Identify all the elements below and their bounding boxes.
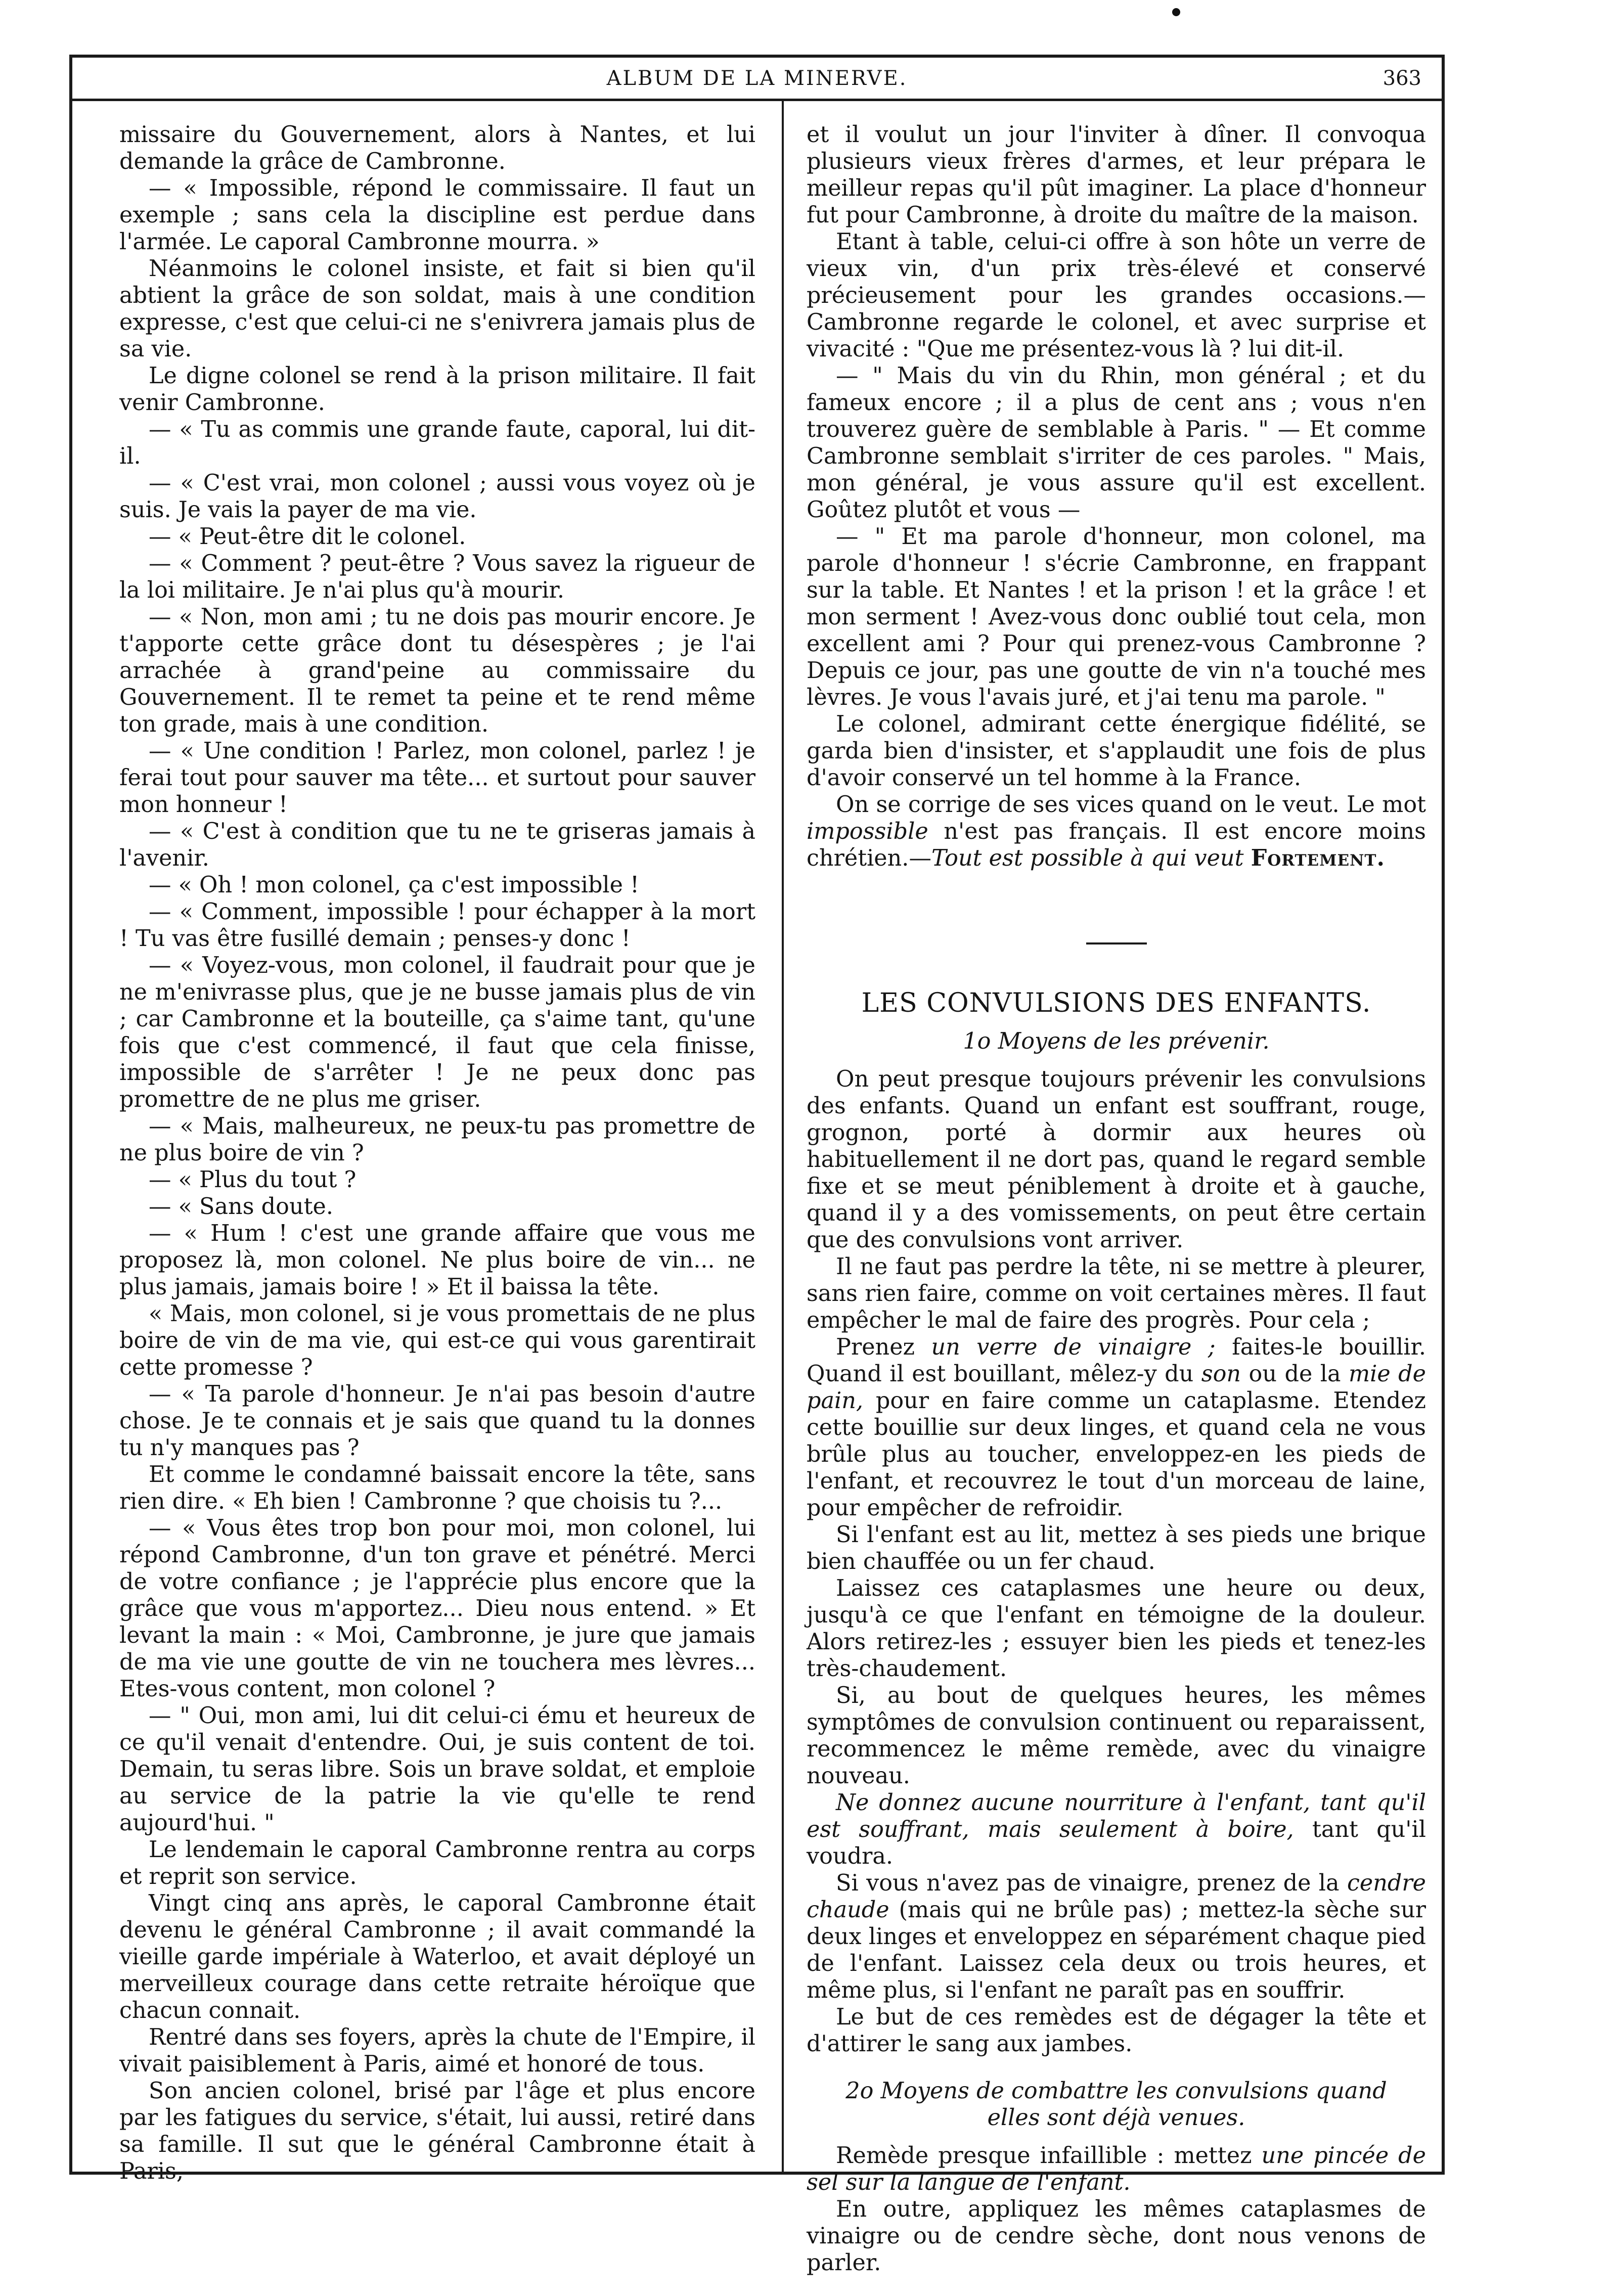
- section-title: LES CONVULSIONS DES ENFANTS.: [861, 988, 1371, 1018]
- moral-paragraph: [807, 791, 1426, 872]
- paragraph: — « C'est à condition que tu ne te griseras jamais à l'avenir.: [119, 819, 755, 871]
- text-run: Prenez: [836, 1334, 931, 1360]
- paragraph: missaire du Gouvernement, alors à Nantes, et lui demande la grâce de Cambronne.: [119, 122, 755, 174]
- paragraph: [807, 1789, 1426, 1870]
- paragraph: — « Plus du tout ?: [149, 1167, 356, 1193]
- italic-run: une pincée de sel sur la langue de l'enfant.: [807, 2143, 1426, 2195]
- moral-italic: impossible: [807, 819, 928, 844]
- paragraph: — « C'est vrai, mon colonel ; aussi vous voyez où je suis. Je vais la payer de ma vie.: [119, 470, 755, 523]
- section-separator: [1086, 942, 1147, 944]
- paragraph: — « Non, mon ami ; tu ne dois pas mourir encore. Je t'apporte cette grâce dont tu désespères ; je l'ai arrachée à grand'peine au commissaire du Gouvernement. Il te remet ta peine et te rend même ton grade, mais à une condition.: [119, 604, 755, 737]
- paragraph: — « Une condition ! Parlez, mon colonel, parlez ! je ferai tout pour sauver ma tête... et surtout pour sauver mon honneur !: [119, 738, 755, 818]
- journal-title: ALBUM DE LA MINERVE.: [606, 67, 908, 90]
- paragraph: — « Impossible, répond le commissaire. Il faut un exemple ; sans cela la discipline est perdue dans l'armée. Le caporal Cambronne mourra. »: [119, 175, 755, 255]
- running-header: [72, 58, 1442, 101]
- paragraph: — « Oh ! mon colonel, ça c'est impossible !: [149, 872, 640, 898]
- paragraph: [807, 1870, 1426, 2004]
- paragraph: — " Oui, mon ami, lui dit celui-ci ému et heureux de ce qu'il venait d'entendre. Oui, je suis content de toi. Demain, tu seras libre. Sois un brave soldat, et emploie au service de la patrie la vie qu'elle te rend aujourd'hui. ": [119, 1703, 755, 1836]
- paragraph: — « Tu as commis une grande faute, caporal, lui dit-il.: [119, 417, 755, 469]
- paragraph: « Mais, mon colonel, si je vous promettais de ne plus boire de vin de ma vie, qui est-ce qui vous garentirait cette promesse ?: [119, 1301, 755, 1380]
- paragraph: [807, 2142, 1426, 2196]
- paragraph: En outre, appliquez les mêmes cataplasmes de vinaigre ou de cendre sèche, dont nous venons de parler.: [807, 2196, 1426, 2276]
- paragraph: — " Et ma parole d'honneur, mon colonel, ma parole d'honneur ! s'écrie Cambronne, en frappant sur la table. Et Nantes ! et la prison ! et la grâce ! et mon serment ! Avez-vous donc oublié tout cela, mon excellent ami ? Pour qui prenez-vous Cambronne ? Depuis ce jour, pas une goutte de vin n'a touché mes lèvres. Je vous l'avais juré, et j'ai tenu ma parole. ": [807, 524, 1426, 710]
- paragraph: — « Voyez-vous, mon colonel, il faudrait pour que je ne m'enivrasse plus, que je ne busse jamais plus de vin ; car Cambronne et la bouteille, ça s'aime tant, qu'une fois que c'est commencé, il faut que cela finisse, impossible de s'arrêter ! Je ne peux donc pas promettre de ne plus me griser.: [119, 953, 755, 1112]
- left-column: [119, 121, 755, 2185]
- paragraph: — " Mais du vin du Rhin, mon général ; et du fameux encore ; il a plus de cent ans ; vous n'en trouverez guère de semblable à Paris. " — Et comme Cambronne semblait s'irriter de ces paroles. " Mais, mon général, je vous assure qu'il est excellent. Goûtez plutôt et vous —: [807, 363, 1426, 523]
- paragraph: Néanmoins le colonel insiste, et fait si bien qu'il abtient la grâce de son soldat, mais à une condition expresse, c'est que celui-ci ne s'enivrera jamais plus de sa vie.: [119, 256, 755, 362]
- subsection-title: 2o Moyens de combattre les convulsions quand elles sont déjà venues.: [845, 2078, 1387, 2131]
- text-run: Si vous n'avez pas de vinaigre, prenez de la: [836, 1870, 1347, 1896]
- paragraph: Il ne faut pas perdre la tête, ni se mettre à pleurer, sans rien faire, comme on voit certaines mères. Il faut empêcher le mal de faire des progrès. Pour cela ;: [807, 1254, 1426, 1333]
- paragraph: Le colonel, admirant cette énergique fidélité, se garda bien d'insister, et s'applaudit une fois de plus d'avoir conservé un tel homme à la France.: [807, 711, 1426, 791]
- paragraph: On peut presque toujours prévenir les convulsions des enfants. Quand un enfant est souffrant, rouge, grognon, porté à dormir aux heures où habituellement il ne dort pas, quand le regard semble fixe et se meut péniblement à droite et à gauche, quand il y a des vomissements, on peut être certain que des convulsions vont arriver.: [807, 1066, 1426, 1253]
- text-run: (mais qui ne brûle pas) ; mettez-la sèche sur deux linges et enveloppez en séparément chaque pied de l'enfant. Laissez cela deux ou trois heures, et même plus, si l'enfant ne paraît pas en souffrir.: [807, 1897, 1426, 2003]
- paragraph: Et comme le condamné baissait encore la tête, sans rien dire. « Eh bien ! Cambronne ? que choisis tu ?...: [119, 1462, 755, 1514]
- paragraph: Le digne colonel se rend à la prison militaire. Il fait venir Cambronne.: [119, 363, 755, 416]
- text-run: faites-le bouillir. Quand il est bouillant, mêlez-y du: [807, 1334, 1426, 1387]
- paragraph: — « Mais, malheureux, ne peux-tu pas promettre de ne plus boire de vin ?: [119, 1113, 755, 1166]
- text-run: tant qu'il voudra.: [807, 1817, 1426, 1869]
- paragraph: — « Comment ? peut-être ? Vous savez la rigueur de la loi militaire. Je n'ai plus qu'à mourir.: [119, 551, 755, 603]
- paragraph: Si, au bout de quelques heures, les mêmes symptômes de convulsion continuent ou reparaissent, recommencez le même remède, avec du vinaigre nouveau.: [807, 1683, 1426, 1789]
- italic-run: cendre chaude: [807, 1870, 1426, 1923]
- paragraph: Vingt cinq ans après, le caporal Cambronne était devenu le général Cambronne ; il avait commandé la vieille garde impériale à Waterloo, et avait déployé un merveilleux courage dans cette retraite héroïque que chacun connait.: [119, 1890, 755, 2023]
- paragraph: Etant à table, celui-ci offre à son hôte un verre de vieux vin, d'un prix très-élevé et conservé précieusement pour les grandes occasions.—Cambronne regarde le colonel, et avec surprise et vivacité : "Que me présentez-vous là ? lui dit-il.: [807, 229, 1426, 362]
- paragraph: Le but de ces remèdes est de dégager la tête et d'attirer le sang aux jambes.: [807, 2004, 1426, 2057]
- text-run: ou de la: [1241, 1361, 1349, 1387]
- moral-text: n'est pas français. Il est encore moins chrétien.—: [807, 819, 1426, 871]
- right-column: [807, 121, 1426, 2276]
- paragraph: — « Peut-être dit le colonel.: [149, 524, 466, 550]
- moral-signature: Fortement.: [1251, 845, 1385, 871]
- paragraph: Si l'enfant est au lit, mettez à ses pieds une brique bien chauffée ou un fer chaud.: [807, 1522, 1426, 1574]
- paragraph: Le lendemain le caporal Cambronne rentra au corps et reprit son service.: [119, 1837, 755, 1889]
- italic-run: son: [1201, 1361, 1241, 1387]
- column-rule: [782, 101, 784, 2175]
- paragraph: Laissez ces cataplasmes une heure ou deux, jusqu'à ce que l'enfant en témoigne de la douleur. Alors retirez-les ; essuyer bien les pieds et tenez-les très-chaudement.: [807, 1575, 1426, 1682]
- subsection-title: 1o Moyens de les prévenir.: [963, 1028, 1270, 1054]
- italic-run: un verre de vinaigre ;: [931, 1334, 1216, 1360]
- paragraph: — « Vous êtes trop bon pour moi, mon colonel, lui répond Cambronne, d'un ton grave et pénétré. Merci de votre confiance ; je l'apprécie plus encore que la grâce que vous m'apportez... Dieu nous entend. » Et levant la main : « Moi, Cambronne, je jure que jamais de ma vie une goutte de vin ne touchera mes lèvres... Etes-vous content, mon colonel ?: [119, 1515, 755, 1702]
- italic-run: Ne donnez aucune nourriture à l'enfant, tant qu'il est souffrant, mais seulement à boire,: [807, 1790, 1426, 1842]
- paragraph: [807, 1334, 1426, 1521]
- moral-italic: Tout est possible à qui veut: [931, 845, 1244, 871]
- text-run: pour en faire comme un cataplasme. Etendez cette bouillie sur deux linges, et quand cela ne vous brûle plus au toucher, enveloppez-en les pieds de l'enfant, et recouvrez le tout d'un morceau de laine, pour empêcher de refroidir.: [807, 1388, 1426, 1521]
- paragraph: et il voulut un jour l'inviter à dîner. Il convoqua plusieurs vieux frères d'armes, et leur prépara le meilleur repas qu'il pût imaginer. La place d'honneur fut pour Cambronne, à droite du maître de la maison.: [807, 122, 1426, 228]
- paragraph: — « Comment, impossible ! pour échapper à la mort ! Tu vas être fusillé demain ; penses-y donc !: [119, 899, 755, 952]
- ink-dot: [1172, 8, 1180, 16]
- page-number: 363: [1382, 67, 1421, 90]
- text-run: Remède presque infaillible : mettez: [836, 2143, 1262, 2169]
- moral-text: On se corrige de ses vices quand on le veut. Le mot: [836, 792, 1426, 818]
- paragraph: — « Hum ! c'est une grande affaire que vous me proposez là, mon colonel. Ne plus boire de vin... ne plus jamais, jamais boire ! » Et il baissa la tête.: [119, 1221, 755, 1300]
- paragraph: Rentré dans ses foyers, après la chute de l'Empire, il vivait paisiblement à Paris, aimé et honoré de tous.: [119, 2024, 755, 2077]
- paragraph: Son ancien colonel, brisé par l'âge et plus encore par les fatigues du service, s'était, lui aussi, retiré dans sa famille. Il sut que le général Cambronne était à Paris,: [119, 2078, 755, 2184]
- paragraph: — « Sans doute.: [149, 1194, 333, 1220]
- italic-run: mie de pain,: [807, 1361, 1426, 1414]
- paragraph: — « Ta parole d'honneur. Je n'ai pas besoin d'autre chose. Je te connais et je sais que quand tu la donnes tu n'y manques pas ?: [119, 1381, 755, 1461]
